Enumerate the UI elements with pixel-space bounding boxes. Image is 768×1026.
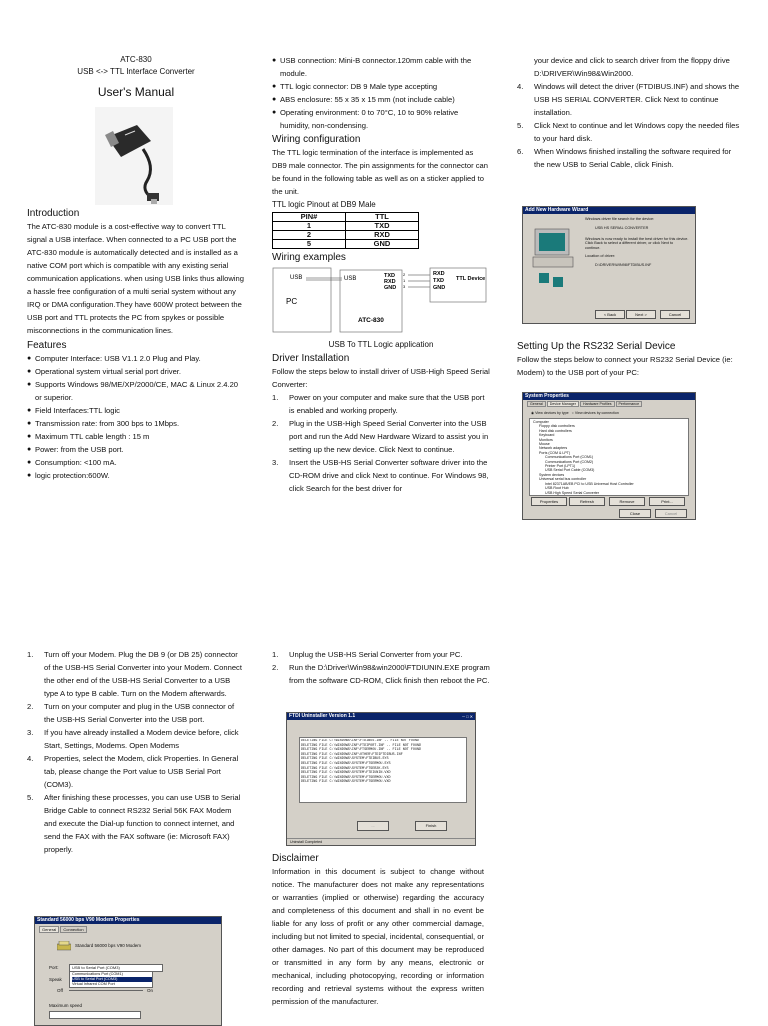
diagram-mod-pin: GND — [384, 285, 397, 291]
tree-item[interactable]: Printer Port (LPT1) — [545, 464, 576, 469]
feature-item: ● Field Interfaces:TTL logic — [27, 404, 245, 417]
product-name: ATC-830 — [120, 55, 152, 64]
log-line: DELETING FILE C:\WINDOWS\SYSTEM\FTSER2K.SYS — [301, 766, 389, 771]
pinout-title: TTL logic Pinout at DB9 Male — [272, 200, 376, 209]
modem-step: 2. Turn on your computer and plug in the USB connector of the USB-HS Serial Converter into the USB port. — [27, 702, 235, 724]
product-subtitle: USB <-> TTL Interface Converter — [77, 67, 195, 76]
diagram-pc-usb: USB — [290, 275, 303, 281]
diagram-mod-pin: RXD — [384, 279, 396, 285]
manual-title: User's Manual — [97, 85, 175, 99]
modem-step: 1. Turn off your Modem. Plug the DB 9 (or DB 25) connector of the USB-HS Serial Converter into your Modem. Connect the other end of the USB-HS Serial Converter to a USB type A to type B cable. Turn on the Modem afterwards. — [27, 650, 242, 698]
uninstall-step: 1. Unplug the USB-HS Serial Converter from your PC. — [272, 650, 463, 659]
log-line: DELETING FILE C:\WINDOWS\SYSTEM\FTDIUNIN.VXD — [301, 771, 391, 776]
volume-slider[interactable] — [69, 990, 143, 991]
system-properties-screenshot — [522, 392, 696, 520]
volume-on-label: On — [147, 988, 154, 993]
port-label: Port: — [49, 965, 59, 970]
tab-general[interactable]: General — [527, 401, 546, 407]
log-line: DELETING FILE C:\WINDOWS\SYSTEM\FTSERMOU.VXD — [301, 780, 391, 785]
feature-item: ● Transmission rate: from 300 bps to 1Mbps. — [27, 417, 245, 430]
log-line: DELETING FILE C:\WINDOWS\INF\FTDIBUS.INF -- FILE NOT FOUND — [301, 739, 420, 743]
driver-step: 4. Windows will detect the driver (FTDIBUS.INF) and shows the USB HS SERIAL CONVERTER. Click Next to continue installation. — [517, 82, 740, 117]
diagram-dev-pin: TXD — [433, 278, 444, 284]
wizard-line3: Windows is now ready to install the best driver for this device. Click Back to select a different driver, or click Next to continue. — [585, 236, 689, 251]
wizard-device: USB HS SERIAL CONVERTER — [595, 225, 649, 230]
diagram-mod-num: 1 — [403, 278, 406, 283]
pinout-cell: 2 — [273, 231, 346, 240]
rs232-section — [517, 339, 741, 379]
feature-item: ● Consumption: <100 mA. — [27, 456, 245, 469]
spec-item: ● ABS enclosure: 55 x 35 x 15 mm (not include cable) — [272, 93, 490, 106]
log-line: DELETING FILE C:\WINDOWS\SYSTEM\FTSERMOU.VXD — [301, 775, 391, 780]
pinout-cell: RXD — [346, 231, 419, 240]
radio-by-connection-label: View devices by connection — [574, 411, 619, 415]
tab-device-manager[interactable]: Device Manager — [547, 401, 579, 407]
log-line: DELETING FILE C:\WINDOWS\INF\FTSERMOU.INF -- FILE NOT FOUND — [301, 748, 422, 753]
modem-properties-screenshot — [34, 916, 222, 1026]
spec-item: ● Operating environment: 0 to 70°C, 10 to 90% relative humidity, non-condensing. — [272, 106, 490, 132]
port-option[interactable]: Virtual Infrared COM Port — [72, 982, 115, 986]
column-3 — [517, 54, 741, 171]
pinout-cell: GND — [346, 240, 419, 249]
device-tree-list — [533, 420, 634, 495]
speaker-label: Speak — [49, 977, 62, 982]
spec-item: ● USB connection: Mini-B connector.120mm cable with the module. — [272, 54, 490, 80]
log-line: DELETING FILE C:\WINDOWS\SYSTEM\FTDIBUS.SYS — [301, 757, 389, 762]
status-bar: Uninstall Completed — [287, 838, 476, 845]
driver-heading: Driver Installation — [272, 353, 350, 364]
diagram-mod-num: 2 — [403, 272, 406, 277]
tree-item[interactable]: Ports (COM & LPT) — [539, 450, 571, 455]
max-speed-label: Maximum speed — [49, 1003, 83, 1008]
computer-icon — [531, 225, 581, 295]
tab-hardware-profiles[interactable]: Hardware Profiles — [580, 401, 615, 407]
wizard-screenshot — [522, 206, 696, 324]
feature-item: ● Supports Windows 98/ME/XP/2000/CE, MAC & Linux 2.4.20 or superior. — [27, 378, 245, 404]
feature-item: ● Power: from the USB port. — [27, 443, 245, 456]
cancel-button[interactable]: Cancel — [660, 310, 690, 319]
wiring-heading: Wiring configuration — [272, 134, 361, 145]
modem-step: 4. Properties, select the Modem, click Properties. In General tab, please change the Port value to USB Serial Port (COM3). — [27, 754, 239, 789]
tree-item[interactable]: Communications Port (COM2) — [545, 459, 594, 464]
tree-item[interactable]: Communications Port (COM1) — [545, 455, 594, 460]
wizard-line1: Windows driver file search for the device: — [585, 217, 655, 221]
close-button[interactable]: Close — [619, 509, 651, 518]
tree-item[interactable]: USB Serial Port Cable (COM3) — [545, 468, 595, 473]
volume-off-label: Off — [57, 988, 63, 993]
feature-item: ● Computer Interface: USB V1.1 2.0 Plug and Play. — [27, 352, 245, 365]
driver-step: 5. Click Next to continue and let Windows copy the needed files to your hard disk. — [517, 121, 740, 143]
tab-connection[interactable]: Connection — [60, 926, 86, 933]
sysprops-title: System Properties — [523, 393, 695, 400]
driver-step: 1. Power on your computer and make sure that the USB port is enabled and working properly. — [272, 393, 485, 415]
modem-step: 5. After finishing these processes, you can use USB to Serial Bridge Cable to connect RS232 Serial 56K FAX Modem and execute the Dial-up function to connect internet, and send the FAX with the FAX software (ie: Microsoft FAX) properly. — [27, 793, 241, 854]
rs232-text: Follow the steps below to connect your RS232 Serial Device (ie: Modem) to the USB port of your PC: — [517, 355, 733, 377]
port-dropdown — [69, 971, 153, 988]
next-button[interactable]: Next > — [626, 310, 656, 319]
max-speed-select[interactable] — [49, 1011, 141, 1019]
window-controls-icon[interactable]: ─ □ ✕ — [462, 714, 473, 719]
tab-performance[interactable]: Performance — [616, 401, 643, 407]
wizard-path: D:\DRIVER\WIN98\FTDIBUS.INF — [595, 262, 652, 267]
disclaimer-section — [272, 851, 484, 1008]
tree-item[interactable]: Universal serial bus controller — [539, 477, 587, 482]
rs232-heading: Setting Up the RS232 Serial Device — [517, 341, 676, 352]
disabled-button[interactable]: ... — [357, 821, 389, 831]
column-2 — [272, 54, 490, 495]
back-button[interactable]: < Back — [595, 310, 625, 319]
radio-by-type-icon[interactable]: ◉ — [531, 411, 535, 415]
log-line: DELETING FILE C:\WINDOWS\SYSTEM\FTSERMOU.SYS — [301, 761, 391, 766]
step-continued: your device and click to search driver from the floppy drive D:\DRIVER\Win98&Win2000. — [534, 56, 730, 78]
uninstall-log-lines — [301, 739, 459, 785]
finish-button[interactable]: Finish — [415, 821, 447, 831]
pinout-cell: 5 — [273, 240, 346, 249]
modem-step: 3. If you have already installed a Modem device before, click Start, Settings, Modems. Open Modems — [27, 728, 239, 750]
diagram-caption: USB To TTL Logic application — [328, 340, 434, 349]
tree-item[interactable]: USB High Speed Serial Converter — [545, 490, 600, 495]
wizard-line4: Location of driver: — [585, 253, 616, 258]
spec-item: ● TTL logic connector: DB 9 Male type accepting — [272, 80, 490, 93]
uninstall-step: 2. Run the D:\Driver\Win98&win2000\FTDIUNIN.EXE program from the software CD-ROM, Click finish then reboot the PC. — [272, 663, 490, 685]
remove-button[interactable]: Remove — [609, 497, 645, 506]
pinout-header: TTL — [346, 213, 419, 222]
tree-item[interactable]: Computer — [533, 420, 549, 424]
tree-item[interactable]: Floppy disk controllers — [539, 424, 575, 429]
tree-item[interactable]: Hard disk controllers — [539, 428, 572, 433]
tree-item[interactable]: USB Root Hub — [545, 486, 569, 491]
pinout-cell: TXD — [346, 222, 419, 231]
diagram-mod-pin: TXD — [384, 273, 395, 279]
diagram-dev-name: TTL Device — [456, 276, 486, 282]
modem-icon — [57, 941, 71, 951]
column-4 — [27, 648, 245, 856]
intro-text: The ATC-830 module is a cost-effective way to convert TTL signal a USB interface. When connected to a PC USB port the ATC-830 module is automatically detected and is installed as a native COM port which is compatible with any existing serial communication applications. when using USB links thus allowing a hassle free configuration of a multi serial system without any IRQ or DMA configuration.They have 600W protect between the USB port and TTL protects the PC from spykes or possible misconnections in the communication lines. — [27, 222, 244, 335]
usb-cable-photo — [95, 107, 173, 205]
diagram-dev-pin: RXD — [433, 271, 445, 277]
diagram-mod-usb: USB — [344, 276, 357, 282]
driver-step: 6. When Windows finished installing the software required for the new USB to Serial Cable, click Finish. — [517, 147, 732, 169]
diagram-pc: PC — [286, 297, 298, 306]
examples-heading: Wiring examples — [272, 252, 346, 263]
tree-item[interactable]: Mouse — [539, 442, 550, 447]
radio-by-type-label: View devices by type — [535, 411, 569, 415]
tree-item[interactable]: Keyboard — [539, 433, 555, 438]
feature-item: ● Maximum TTL cable length : 15 m — [27, 430, 245, 443]
features-heading: Features — [27, 340, 67, 351]
refresh-button[interactable]: Refresh — [569, 497, 605, 506]
properties-button[interactable]: Properties — [531, 497, 567, 506]
log-line: DELETING FILE C:\WINDOWS\INF\OTHER\FTDIFTDIBUS.INF — [301, 752, 403, 757]
pinout-cell: 1 — [273, 222, 346, 231]
radio-by-connection-icon[interactable]: ○ — [571, 411, 574, 415]
diagram-mod-num: 3 — [403, 284, 406, 289]
pinout-table — [272, 212, 419, 249]
diagram-mod-name: ATC-830 — [358, 317, 384, 324]
disclaimer-heading: Disclaimer — [272, 853, 319, 864]
cancel-button[interactable]: Cancel — [655, 509, 687, 518]
uninstaller-screenshot — [286, 712, 476, 846]
disclaimer-text: Information in this document is subject to change without notice. The manufacturer does not make any representations or warranties (implied or otherwise) regarding the accuracy and completeness of this document and shall in no event be liable for any loss of profit or any other commercial damage, including but not limited to special, incidental, consequential, or other damages. No part of this document may be reproduced or transmitted in any form by any means, electronic or mechanical, including photocopying, recording or information recording and retrieval systems without the express written permission of the manufacturer. — [272, 867, 484, 1006]
driver-step: 3. Insert the USB-HS Serial Converter software driver into the CD-ROM drive and click Next to continue. For Windows 98, click Search for the best driver for — [272, 458, 489, 493]
diagram-dev-pin: GND — [433, 285, 446, 291]
wiring-text: The TTL logic termination of the interface is implemented as DB9 male connector. The pin assignments for the connector can be found in the following table as well as on a sticker applied to the unit. — [272, 148, 488, 196]
driver-step: 2. Plug in the USB-High Speed Serial Converter into the USB port and run the Add New Hardware Wizard to assist you in setting up the new device. Click Next to continue. — [272, 419, 489, 454]
intro-heading: Introduction — [27, 208, 80, 219]
uninstaller-title: FTDI Uninstaller Version 1.1 — [287, 713, 475, 720]
feature-item: ● logic protection:600W. — [27, 469, 245, 482]
port-select[interactable]: USB to Serial Port (COM3) — [69, 964, 163, 972]
column-1 — [27, 54, 245, 482]
wizard-title: Add New Hardware Wizard — [523, 207, 695, 214]
driver-intro: Follow the steps below to install driver of USB-High Speed Serial Converter: — [272, 367, 490, 389]
print-button[interactable]: Print... — [649, 497, 685, 506]
tree-item[interactable]: System devices — [539, 472, 565, 477]
tree-item[interactable]: Network adapters — [539, 446, 568, 451]
tree-item[interactable]: Intel 82371AB/EB PCI to USB Universal Host Controller — [545, 481, 634, 486]
tab-general[interactable]: General — [39, 926, 59, 933]
feature-item: ● Operational system virtual serial port driver. — [27, 365, 245, 378]
port-option-selected[interactable]: USB to Serial Port (COM3) — [72, 977, 152, 982]
log-line: DELETING FILE C:\WINDOWS\INF\FTDIPORT.INF -- FILE NOT FOUND — [301, 743, 422, 748]
modem-title: Standard 56000 bps V90 Modem Properties — [35, 917, 221, 924]
modem-name: Standard 56000 bps V90 Modem — [75, 943, 142, 948]
tree-item[interactable]: Monitors — [539, 437, 553, 442]
port-option[interactable]: Communications Port (COM1) — [72, 972, 123, 976]
wiring-diagram — [272, 266, 490, 336]
pinout-header: PIN# — [273, 213, 346, 222]
column-5 — [272, 648, 490, 687]
